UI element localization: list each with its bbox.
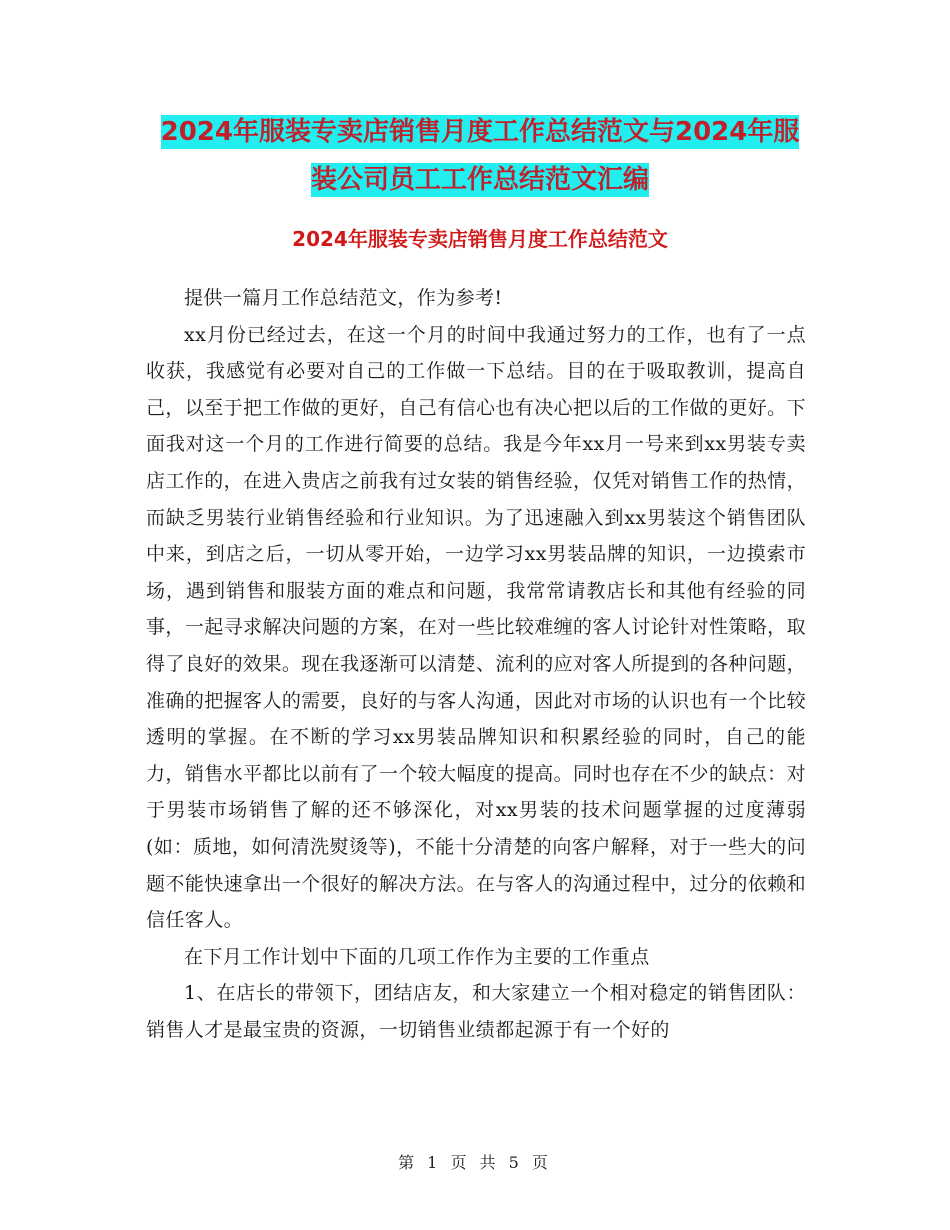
paragraph-plan-item-1: 1、在店长的带领下，团结店友，和大家建立一个相对稳定的销售团队：销售人才是最宝贵的资源，一切销售业绩都起源于有一个好的 [146,982,806,1041]
section-heading: 2024年服装专卖店销售月度工作总结范文 [292,227,668,251]
document-title-line2: 装公司员工工作总结范文汇编 [310,165,649,195]
paragraph-intro: 提供一篇月工作总结范文，作为参考! [184,287,503,309]
document-title-line1: 2024年服装专卖店销售月度工作总结范文与2024年服 [160,117,800,147]
body-text [146,280,806,1048]
page-footer: 第 1 页 共 5 页 [398,1153,552,1172]
paragraph-plan-intro: 在下月工作计划中下面的几项工作作为主要的工作重点 [184,945,650,968]
document-title [140,108,820,204]
paragraph-summary: xx月份已经过去，在这一个月的时间中我通过努力的工作，也有了一点收获，我感觉有必要对自己的工作做一下总结。目的在于吸取教训，提高自己，以至于把工作做的更好，自己有信心也有决心把以后的工作做的更好。下面我对这一个月的工作进行简要的总结。我是今年xx月一号来到xx男装专卖店工作的，在进入贵店之前我有过女装的销售经验，仅凭对销售工作的热情，而缺乏男装行业销售经验和行业知识。为了迅速融入到xx男装这个销售团队中来，到店之后，一切从零开始，一边学习xx男装品牌的知识，一边摸索市场，遇到销售和服装方面的难点和问题，我常常请教店长和其他有经验的同事，一起寻求解决问题的方案，在对一些比较难缠的客人讨论针对性策略，取得了良好的效果。现在我逐渐可以清楚、流利的应对客人所提到的各种问题，准确的把握客人的需要，良好的与客人沟通，因此对市场的认识也有一个比较透明的掌握。在不断的学习xx男装品牌知识和积累经验的同时，自己的能力，销售水平都比以前有了一个较大幅度的提高。同时也存在不少的缺点：对于男装市场销售了解的还不够深化，对xx男装的技术问题掌握的过度薄弱(如：质地，如何清洗熨烫等)，不能十分清楚的向客户解释，对于一些大的问题不能快速拿出一个很好的解决方法。在与客人的沟通过程中，过分的依赖和信任客人。 [146,323,806,932]
